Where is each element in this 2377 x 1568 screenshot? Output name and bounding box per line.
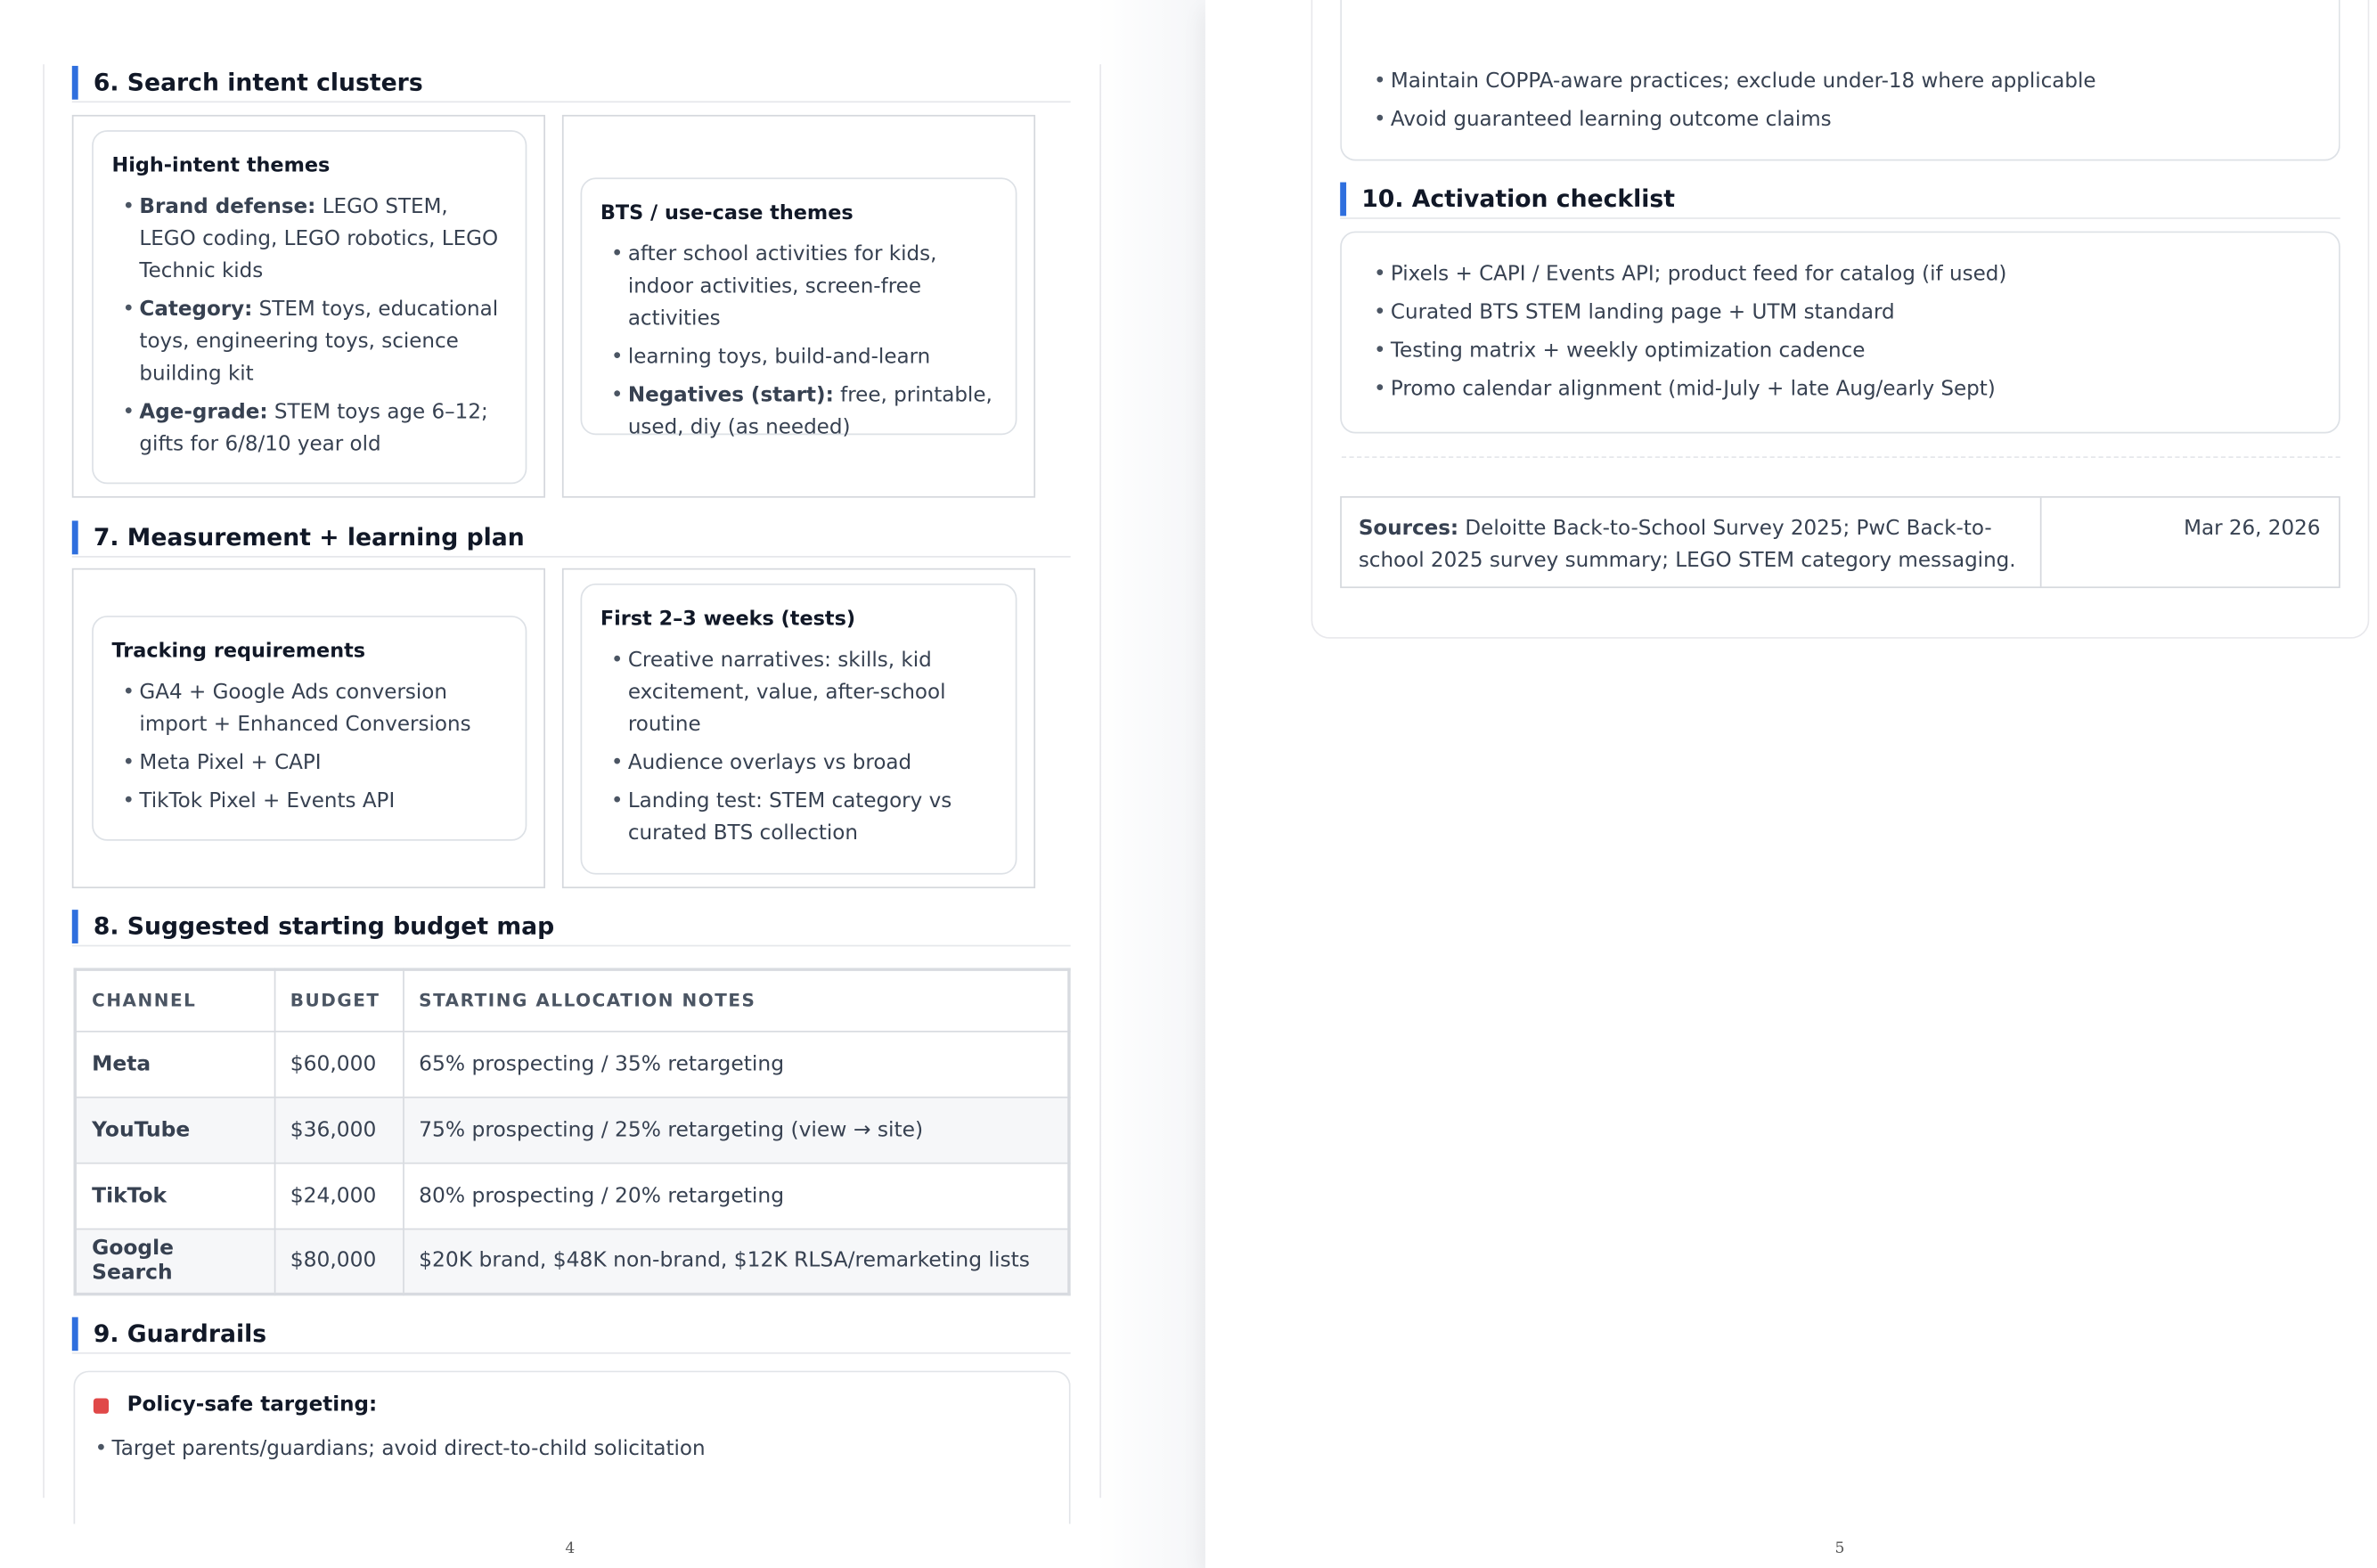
budget-cell: $24,000 (274, 1163, 403, 1229)
channel-cell: Google Search (75, 1229, 274, 1294)
page-number: 5 (1834, 1540, 1845, 1558)
activation-list (1363, 259, 2317, 406)
alert-marker-icon (94, 1399, 109, 1414)
document-date: Mar 26, 2026 (2184, 518, 2321, 541)
high-intent-title: High-intent themes (111, 154, 331, 178)
list-item: • Curated BTS STEM landing page + UTM standard (1363, 297, 2317, 329)
list-item: • Creative narratives: skills, kid excitement, value, after-school routine (600, 645, 997, 741)
budget-table (74, 968, 1071, 1295)
guardrails-continued-list (1363, 66, 2317, 136)
list-item: • TikTok Pixel + Events API (111, 786, 507, 818)
channel-cell: Meta (75, 1031, 274, 1097)
list-item: • learning toys, build-and-learn (600, 341, 997, 373)
guardrails-card-header (94, 1392, 1050, 1420)
list-item: • Avoid guaranteed learning outcome claims (1363, 104, 2317, 136)
section-10-heading: 10. Activation checklist (1340, 183, 2340, 219)
list-item: • Target parents/guardians; avoid direct-to-child solicitation (85, 1433, 1051, 1466)
section-8-heading: 8. Suggested starting budget map (72, 910, 1071, 946)
high-intent-box (72, 115, 545, 498)
list-item: • Audience overlays vs broad (600, 747, 997, 780)
table-row (75, 1163, 1069, 1229)
notes-cell: 65% prospecting / 35% retargeting (403, 1031, 1069, 1097)
activation-checklist-card (1340, 232, 2340, 434)
bts-box (562, 115, 1035, 498)
table-row (75, 1031, 1069, 1097)
list-item: • Brand defense: LEGO STEM, LEGO coding, LEGO robotics, LEGO Technic kids (111, 192, 507, 288)
guardrails-list (85, 1433, 1051, 1466)
tracking-box (72, 568, 545, 888)
bts-list (600, 239, 997, 444)
page-number: 4 (565, 1540, 576, 1558)
high-intent-list (111, 192, 507, 461)
budget-cell: $60,000 (274, 1031, 403, 1097)
bts-card (581, 177, 1017, 440)
bts-title: BTS / use-case themes (600, 201, 854, 225)
table-row (75, 1097, 1069, 1163)
tracking-list (111, 677, 507, 818)
table-row (75, 1229, 1069, 1294)
section-7-heading: 7. Measurement + learning plan (72, 520, 1071, 557)
sources-footer (1340, 496, 2340, 588)
notes-cell: 80% prospecting / 20% retargeting (403, 1163, 1069, 1229)
list-item: • Landing test: STEM category vs curated BTS collection (600, 786, 997, 850)
high-intent-card (92, 130, 527, 484)
section-6-heading: 6. Search intent clusters (72, 66, 1071, 102)
list-item: • Age-grade: STEM toys age 6–12; gifts for 6/8/10 year old (111, 396, 507, 461)
tests-card (581, 584, 1017, 875)
list-item: • Testing matrix + weekly optimization cadence (1363, 335, 2317, 367)
notes-cell: 75% prospecting / 25% retargeting (view → site) (403, 1097, 1069, 1163)
tests-box (562, 568, 1035, 888)
guardrails-card (74, 1371, 1071, 1524)
guardrails-card-title: Policy-safe targeting: (127, 1393, 378, 1417)
gutter-shadow (1097, 0, 1205, 1568)
sources-label: Sources: (1358, 518, 1459, 541)
list-item: • Meta Pixel + CAPI (111, 747, 507, 780)
table-header-row (75, 969, 1069, 1031)
budget-cell: $36,000 (274, 1097, 403, 1163)
tracking-card (92, 616, 527, 841)
list-item: • Promo calendar alignment (mid-July + late Aug/early Sept) (1363, 373, 2317, 405)
channel-cell: TikTok (75, 1163, 274, 1229)
list-item: • Category: STEM toys, educational toys, engineering toys, science building kit (111, 294, 507, 390)
budget-cell: $80,000 (274, 1229, 403, 1294)
channel-cell: YouTube (75, 1097, 274, 1163)
list-item: • Pixels + CAPI / Events API; product feed for catalog (if used) (1363, 259, 2317, 291)
tests-title: First 2–3 weeks (tests) (600, 608, 856, 632)
divider (1342, 456, 2340, 458)
notes-cell: $20K brand, $48K non-brand, $12K RLSA/remarketing lists (403, 1229, 1069, 1294)
tests-list (600, 645, 997, 850)
sources-text: Sources: Deloitte Back-to-School Survey 2025; PwC Back-to-school 2025 survey summary; LEGO STEM category messaging. (1342, 498, 2042, 587)
list-item: • GA4 + Google Ads conversion import + Enhanced Conversions (111, 677, 507, 741)
column-header-budget: BUDGET (274, 969, 403, 1031)
list-item: • Maintain COPPA-aware practices; exclude under-18 where applicable (1363, 66, 2317, 98)
guardrails-continued-card (1340, 0, 2340, 161)
tracking-title: Tracking requirements (111, 640, 366, 664)
section-9-heading: 9. Guardrails (72, 1317, 1071, 1353)
column-header-channel: CHANNEL (75, 969, 274, 1031)
list-item: • after school activities for kids, indoor activities, screen-free activities (600, 239, 997, 335)
list-item: • Negatives (start): free, printable, used, diy (as needed) (600, 380, 997, 444)
column-header-notes: STARTING ALLOCATION NOTES (403, 969, 1069, 1031)
